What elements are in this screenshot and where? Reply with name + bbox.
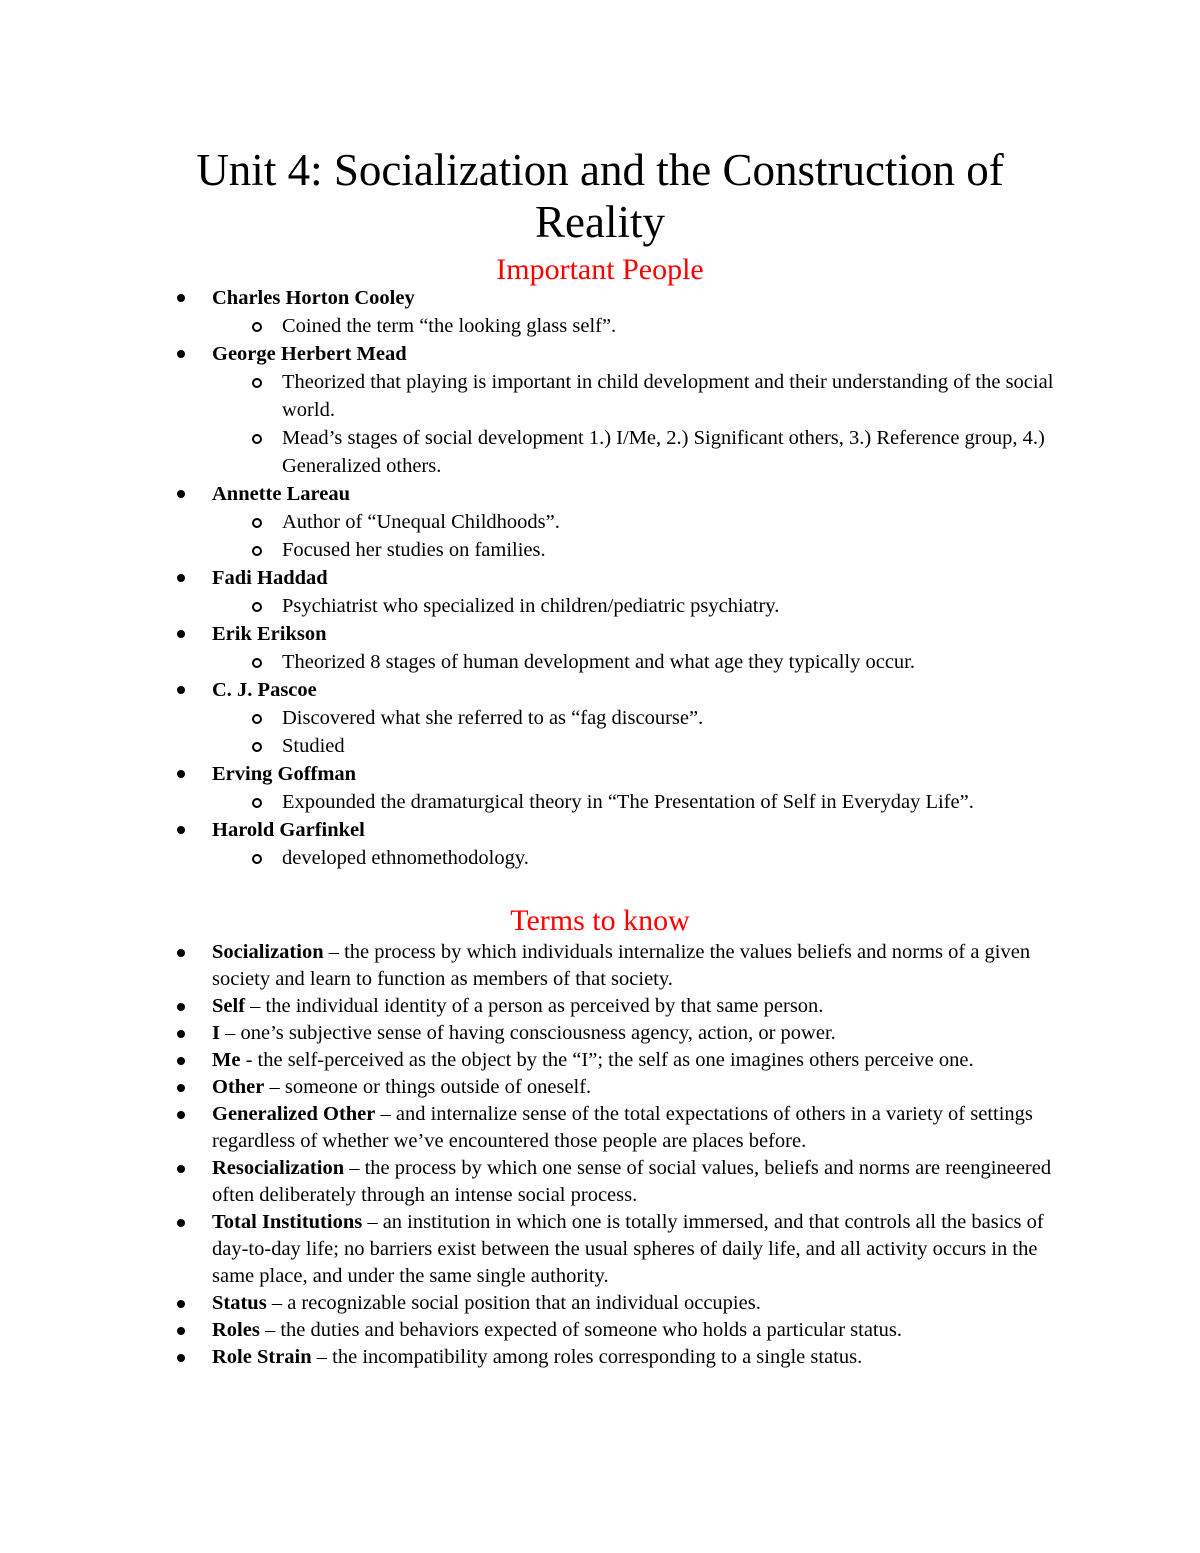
person-note-text: Discovered what she referred to as “fag discourse”. xyxy=(282,707,704,729)
term-item xyxy=(0,1047,1062,1074)
term-separator: – xyxy=(219,1022,241,1044)
term-separator: – xyxy=(311,1346,333,1368)
person-name: George Herbert Mead xyxy=(212,343,407,365)
person-note-text: Expounded the dramaturgical theory in “The Presentation of Self in Everyday Life”. xyxy=(282,791,974,813)
term-item xyxy=(0,1209,1062,1290)
term-item xyxy=(0,1155,1062,1209)
circle-bullet-icon xyxy=(252,322,262,332)
circle-bullet-icon xyxy=(252,742,262,752)
person-note-text: Theorized 8 stages of human development and what age they typically occur. xyxy=(282,651,916,673)
term-separator: – xyxy=(264,1076,285,1098)
circle-bullet-icon xyxy=(252,798,262,808)
term-definition: the individual identity of a person as perceived by that same person. xyxy=(265,995,824,1017)
term-name: Generalized Other xyxy=(212,1103,376,1125)
important-people-list xyxy=(0,284,1062,872)
term-definition: and internalize sense of the total expectations of others in a variety of settings regardless of whether we’ve encountered those people are places before. xyxy=(212,1103,1033,1152)
circle-bullet-icon xyxy=(252,378,262,388)
circle-bullet-icon xyxy=(252,518,262,528)
person-item xyxy=(0,676,1062,760)
person-note xyxy=(212,312,1062,340)
term-separator: – xyxy=(245,995,266,1017)
person-note-text: developed ethnomethodology. xyxy=(282,847,529,869)
person-note xyxy=(212,368,1062,424)
term-item xyxy=(0,1317,1062,1344)
term-separator: – xyxy=(323,941,345,963)
person-note xyxy=(212,732,1062,760)
person-note xyxy=(212,704,1062,732)
person-item xyxy=(0,760,1062,816)
person-note xyxy=(212,424,1062,480)
term-definition: a recognizable social position that an individual occupies. xyxy=(287,1292,761,1314)
person-item xyxy=(0,620,1062,676)
person-name: Annette Lareau xyxy=(212,483,350,505)
circle-bullet-icon xyxy=(252,546,262,556)
person-item xyxy=(0,284,1062,340)
person-item xyxy=(0,816,1062,872)
term-name: Other xyxy=(212,1076,265,1098)
term-definition: the self-perceived as the object by the “I”; the self as one imagines others perceive one. xyxy=(257,1049,974,1071)
person-name: C. J. Pascoe xyxy=(212,679,317,701)
circle-bullet-icon xyxy=(252,658,262,668)
term-item xyxy=(0,1290,1062,1317)
term-item xyxy=(0,1101,1062,1155)
term-item xyxy=(0,993,1062,1020)
person-note-text: Psychiatrist who specialized in children/pediatric psychiatry. xyxy=(282,595,780,617)
term-definition: the process by which one sense of social values, beliefs and norms are reengineered often deliberately through an intense social process. xyxy=(212,1157,1052,1206)
person-item xyxy=(0,564,1062,620)
person-note-text: Author of “Unequal Childhoods”. xyxy=(282,511,560,533)
term-separator: – xyxy=(375,1103,396,1125)
term-definition: the process by which individuals internalize the values beliefs and norms of a given society and learn to function as members of that society. xyxy=(212,941,1031,990)
document-title: Unit 4: Socialization and the Construction of Reality xyxy=(196,145,1004,247)
circle-bullet-icon xyxy=(252,714,262,724)
term-separator: – xyxy=(266,1292,288,1314)
person-name: Charles Horton Cooley xyxy=(212,287,415,309)
person-note xyxy=(212,648,1062,676)
circle-bullet-icon xyxy=(252,854,262,864)
person-note xyxy=(212,536,1062,564)
circle-bullet-icon xyxy=(252,602,262,612)
term-item xyxy=(0,1344,1062,1371)
term-definition: one’s subjective sense of having consciousness agency, action, or power. xyxy=(240,1022,836,1044)
term-name: Status xyxy=(212,1292,267,1314)
term-definition: an institution in which one is totally immersed, and that controls all the basics of day-to-day life; no barriers exist between the usual spheres of daily life, and all activity occurs in the same place, and under the same single authority. xyxy=(212,1211,1044,1287)
term-definition: someone or things outside of oneself. xyxy=(284,1076,592,1098)
person-name: Erik Erikson xyxy=(212,623,327,645)
term-separator: – xyxy=(259,1319,281,1341)
term-name: Self xyxy=(212,995,246,1017)
term-definition: the incompatibility among roles corresponding to a single status. xyxy=(332,1346,863,1368)
circle-bullet-icon xyxy=(252,434,262,444)
person-name: Erving Goffman xyxy=(212,763,357,785)
terms-list xyxy=(0,939,1062,1371)
important-people-heading: Important People xyxy=(496,253,704,286)
person-note-text: Theorized that playing is important in child development and their understanding of the social world. xyxy=(282,371,1054,421)
person-item xyxy=(0,340,1062,480)
term-item xyxy=(0,939,1062,993)
person-note xyxy=(212,592,1062,620)
term-name: Socialization xyxy=(212,941,324,963)
term-name: Me xyxy=(212,1049,241,1071)
term-separator: - xyxy=(240,1049,258,1071)
person-note xyxy=(212,508,1062,536)
person-note-text: Coined the term “the looking glass self”. xyxy=(282,315,617,337)
term-name: Resocialization xyxy=(212,1157,345,1179)
term-item xyxy=(0,1074,1062,1101)
person-note-text: Studied xyxy=(282,735,345,757)
term-name: I xyxy=(212,1022,220,1044)
person-name: Harold Garfinkel xyxy=(212,819,365,841)
term-definition: the duties and behaviors expected of someone who holds a particular status. xyxy=(280,1319,902,1341)
term-name: Roles xyxy=(212,1319,260,1341)
person-item xyxy=(0,480,1062,564)
term-name: Total Institutions xyxy=(212,1211,363,1233)
term-name: Role Strain xyxy=(212,1346,312,1368)
person-note-text: Mead’s stages of social development 1.) I/Me, 2.) Significant others, 3.) Reference group, 4.) Generalized others. xyxy=(282,427,1045,477)
term-item xyxy=(0,1020,1062,1047)
person-note-text: Focused her studies on families. xyxy=(282,539,546,561)
person-note xyxy=(212,788,1062,816)
person-note xyxy=(212,844,1062,872)
term-separator: – xyxy=(344,1157,365,1179)
terms-to-know-heading: Terms to know xyxy=(510,904,690,937)
term-separator: – xyxy=(362,1211,383,1233)
person-name: Fadi Haddad xyxy=(212,567,328,589)
